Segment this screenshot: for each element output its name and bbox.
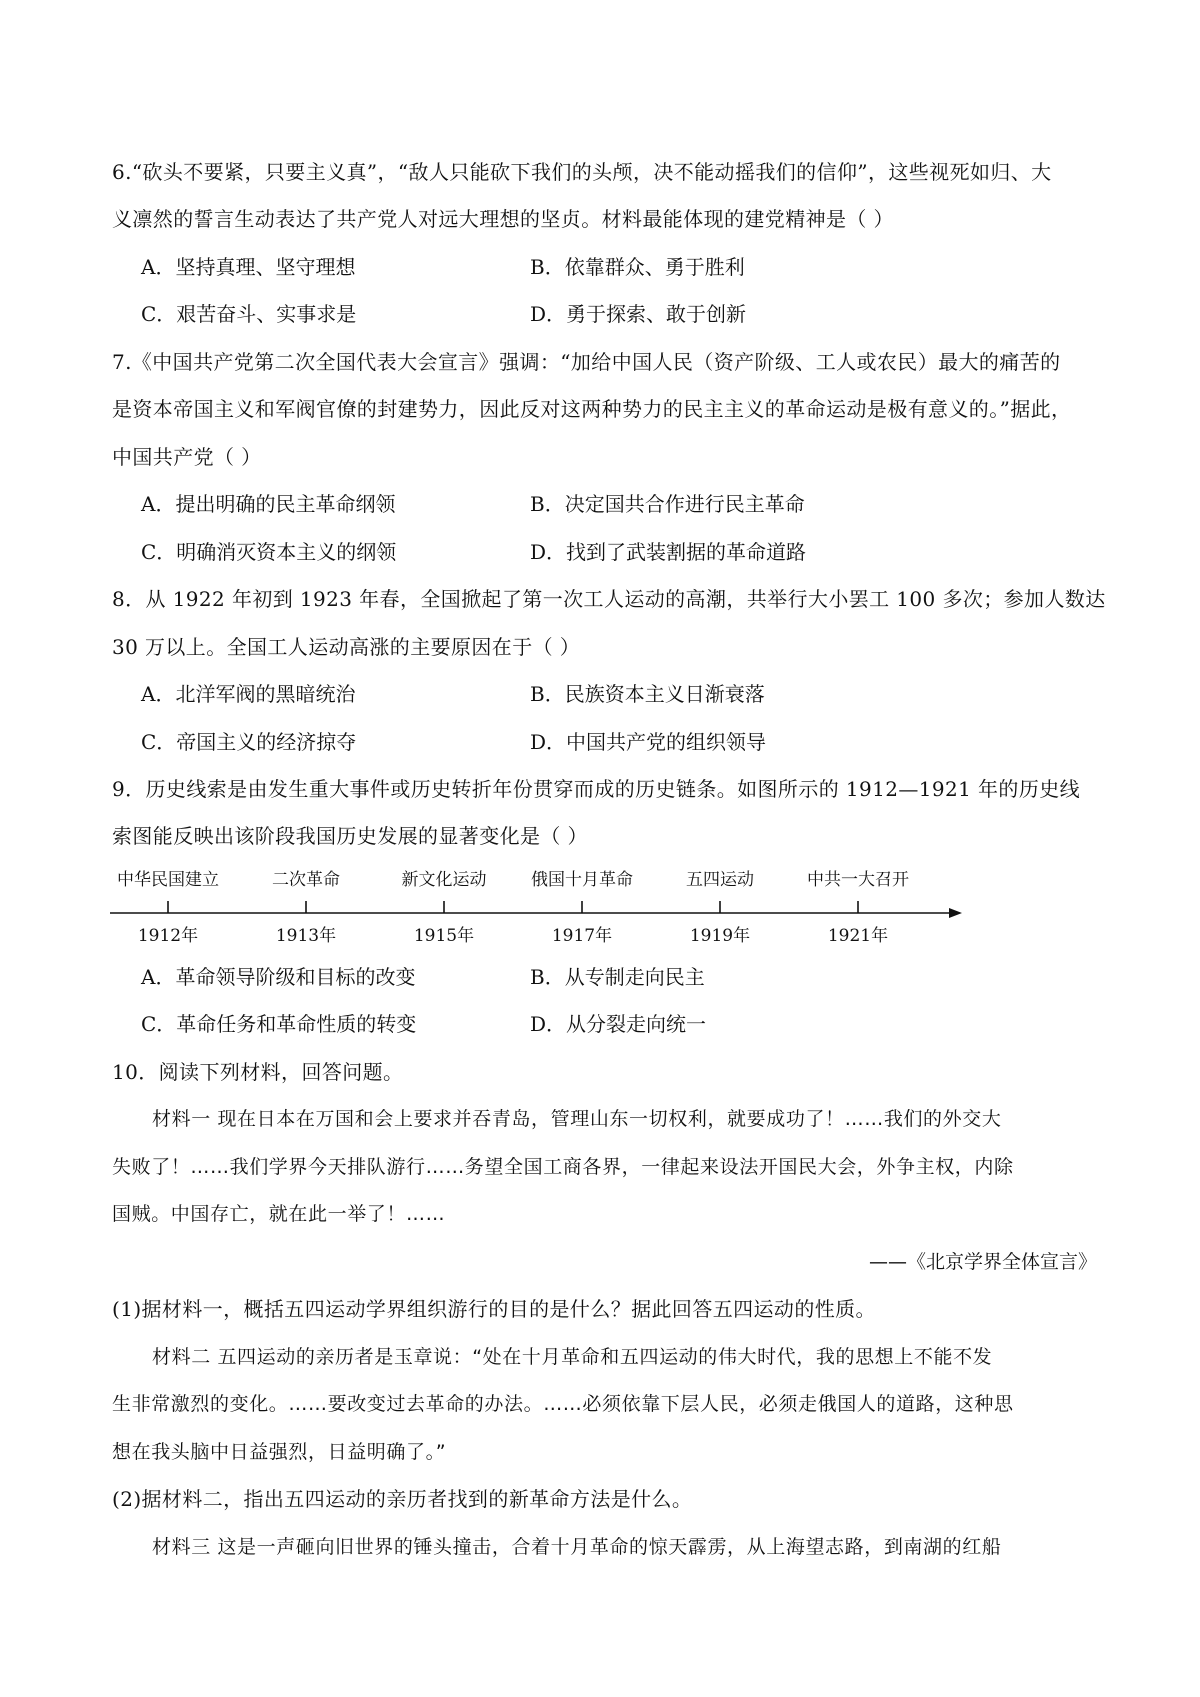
- q10-intro: 10．阅读下列材料，回答问题。: [112, 1060, 404, 1084]
- q6-stem-line2: 义凛然的誓言生动表达了共产党人对远大理想的坚贞。材料最能体现的建党精神是（ ）: [112, 207, 894, 231]
- q7-stem-line1: 7.《中国共产党第二次全国代表大会宣言》强调：“加给中国人民（资产阶级、工人或农民）最大的痛苦的: [112, 350, 1061, 374]
- q9-stem-line2: 索图能反映出该阶段我国历史发展的显著变化是（ ）: [112, 824, 588, 848]
- q7-stem-line2: 是资本帝国主义和军阀官僚的封建势力，因此反对这两种势力的民主主义的革命运动是极有意义的。”据此，: [112, 397, 1072, 421]
- timeline-year-label: 1921年: [827, 926, 889, 946]
- q8-option-d[interactable]: D．中国共产党的组织领导: [530, 730, 767, 754]
- q6-stem-line1: 6.“砍头不要紧，只要主义真”，“敌人只能砍下我们的头颅，决不能动摇我们的信仰”，这些视死如归、大: [112, 160, 1052, 184]
- timeline-event-label: 新文化运动: [401, 870, 487, 890]
- timeline-year-label: 1913年: [275, 926, 337, 946]
- q10-material1-source: ——《北京学界全体宣言》: [868, 1251, 1097, 1273]
- q7-option-a[interactable]: A．提出明确的民主革命纲领: [141, 492, 396, 516]
- timeline-event-label: 中共一大召开: [807, 870, 909, 890]
- q10-material2-line2: 生非常激烈的变化。……要改变过去革命的办法。……必须依靠下层人民，必须走俄国人的道路，这种思: [112, 1393, 1014, 1415]
- q7-option-b[interactable]: B．决定国共合作进行民主革命: [530, 492, 805, 516]
- q10-subquestion1: (1)据材料一，概括五四运动学界组织游行的目的是什么？据此回答五四运动的性质。: [112, 1297, 876, 1321]
- q10-material2-line3: 想在我头脑中日益强烈，日益明确了。”: [112, 1441, 447, 1463]
- q6-option-a[interactable]: A．坚持真理、坚守理想: [141, 255, 356, 279]
- q8-option-b[interactable]: B．民族资本主义日渐衰落: [530, 682, 765, 706]
- q6-option-d[interactable]: D．勇于探索、敢于创新: [530, 302, 747, 326]
- q7-option-c[interactable]: C．明确消灭资本主义的纲领: [141, 540, 397, 564]
- q8-option-a[interactable]: A．北洋军阀的黑暗统治: [141, 682, 356, 706]
- timeline-arrow-icon: [949, 908, 962, 918]
- q8-option-c[interactable]: C．帝国主义的经济掠夺: [141, 730, 357, 754]
- q9-option-d[interactable]: D．从分裂走向统一: [530, 1012, 707, 1036]
- q10-material3-line1: 材料三 这是一声砸向旧世界的锤头撞击，合着十月革命的惊天霹雳，从上海望志路，到南湖的红船: [152, 1536, 1002, 1558]
- history-timeline: [104, 855, 964, 950]
- timeline-year-label: 1919年: [689, 926, 751, 946]
- q10-material1-line2: 失败了！……我们学界今天排队游行……务望全国工商各界，一律起来设法开国民大会，外争主权，内除: [112, 1156, 1014, 1178]
- timeline-event-label: 中华民国建立: [117, 870, 219, 890]
- timeline-year-label: 1917年: [551, 926, 613, 946]
- q6-option-b[interactable]: B．依靠群众、勇于胜利: [530, 255, 745, 279]
- q9-option-c[interactable]: C．革命任务和革命性质的转变: [141, 1012, 417, 1036]
- timeline-event-label: 二次革命: [272, 870, 340, 890]
- q6-option-c[interactable]: C．艰苦奋斗、实事求是: [141, 302, 357, 326]
- q9-stem-line1: 9．历史线索是由发生重大事件或历史转折年份贯穿而成的历史链条。如图所示的 1912—1921 年的历史线: [112, 777, 1081, 801]
- q9-option-a[interactable]: A．革命领导阶级和目标的改变: [141, 965, 416, 989]
- q9-option-b[interactable]: B．从专制走向民主: [530, 965, 705, 989]
- timeline-event-label: 俄国十月革命: [531, 870, 633, 890]
- q7-stem-line3: 中国共产党（ ）: [112, 445, 262, 469]
- q8-stem-line1: 8．从 1922 年初到 1923 年春，全国掀起了第一次工人运动的高潮，共举行大小罢工 100 多次；参加人数达: [112, 587, 1106, 611]
- q10-subquestion2: (2)据材料二，指出五四运动的亲历者找到的新革命方法是什么。: [112, 1487, 693, 1511]
- timeline-year-label: 1915年: [413, 926, 475, 946]
- q10-material1-line1: 材料一 现在日本在万国和会上要求并吞青岛，管理山东一切权利，就要成功了！……我们的外交大: [152, 1108, 1002, 1130]
- q7-option-d[interactable]: D．找到了武装割据的革命道路: [530, 540, 807, 564]
- q10-material1-line3: 国贼。中国存亡，就在此一举了！……: [112, 1203, 446, 1225]
- q10-material2-line1: 材料二 五四运动的亲历者是玉章说：“处在十月革命和五四运动的伟大时代，我的思想上不能不发: [152, 1346, 993, 1368]
- timeline-year-label: 1912年: [137, 926, 199, 946]
- q8-stem-line2: 30 万以上。全国工人运动高涨的主要原因在于（ ）: [112, 635, 581, 659]
- timeline-event-label: 五四运动: [686, 870, 754, 890]
